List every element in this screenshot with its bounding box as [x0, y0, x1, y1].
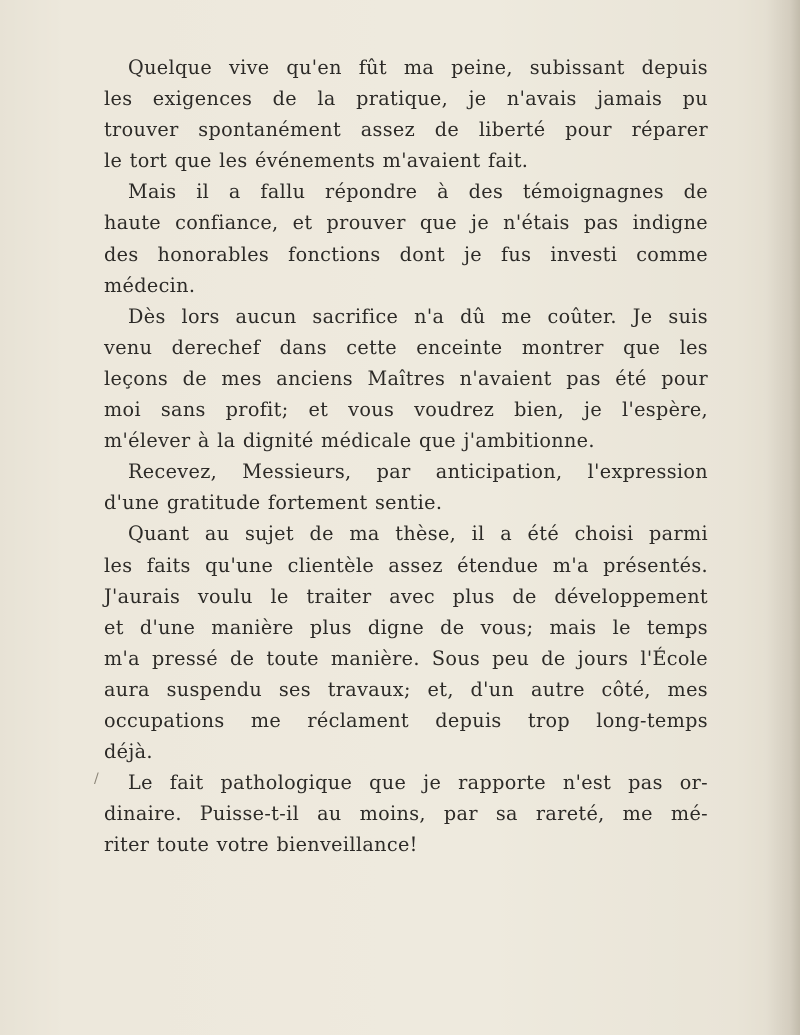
text-line: occupations me réclament depuis trop long-temps: [104, 708, 708, 732]
text-line: moi sans profit; et vous voudrez bien, je l'espère,: [104, 398, 708, 422]
text-line: aura suspendu ses travaux; et, d'un autre côté, mes: [104, 677, 708, 701]
text-line: d'une gratitude fortement sentie.: [104, 491, 443, 515]
text-line: venu derechef dans cette enceinte montrer que les: [104, 335, 708, 359]
text-line: J'aurais voulu le traiter avec plus de développement: [104, 584, 708, 608]
text-line: m'élever à la dignité médicale que j'ambitionne.: [104, 429, 595, 453]
text-line: les faits qu'une clientèle assez étendue m'a présentés.: [104, 553, 708, 577]
text-line: Le fait pathologique que je rapporte n'est pas or-: [128, 771, 708, 795]
text-line: Dès lors aucun sacrifice n'a dû me coûter. Je suis: [128, 304, 708, 328]
text-line: leçons de mes anciens Maîtres n'avaient pas été pour: [104, 366, 708, 390]
text-line: et d'une manière plus digne de vous; mais le temps: [104, 615, 708, 639]
page-edge-shadow: [766, 0, 800, 1035]
text-line: Mais il a fallu répondre à des témoignagnes de: [128, 180, 708, 204]
text-line: Quant au sujet de ma thèse, il a été choisi parmi: [128, 522, 708, 546]
text-line: le tort que les événements m'avaient fait.: [104, 149, 529, 173]
text-line: des honorables fonctions dont je fus investi comme: [104, 242, 708, 266]
text-line: dinaire. Puisse-t-il au moins, par sa rareté, me mé-: [104, 802, 708, 826]
text-line: haute confiance, et prouver que je n'étais pas indigne: [104, 211, 708, 235]
text-line: médecin.: [104, 273, 196, 297]
stray-pencil-mark: /: [94, 771, 99, 787]
body-text: [104, 52, 708, 860]
text-line: les exigences de la pratique, je n'avais jamais pu: [104, 87, 708, 111]
text-line: Recevez, Messieurs, par anticipation, l'expression: [128, 460, 708, 484]
text-line: Quelque vive qu'en fût ma peine, subissant depuis: [128, 56, 708, 79]
text-line: riter toute votre bienveillance!: [104, 833, 418, 857]
text-line: m'a pressé de toute manière. Sous peu de jours l'École: [104, 646, 708, 670]
text-line: trouver spontanément assez de liberté pour réparer: [104, 118, 708, 142]
text-line: déjà.: [104, 740, 153, 764]
